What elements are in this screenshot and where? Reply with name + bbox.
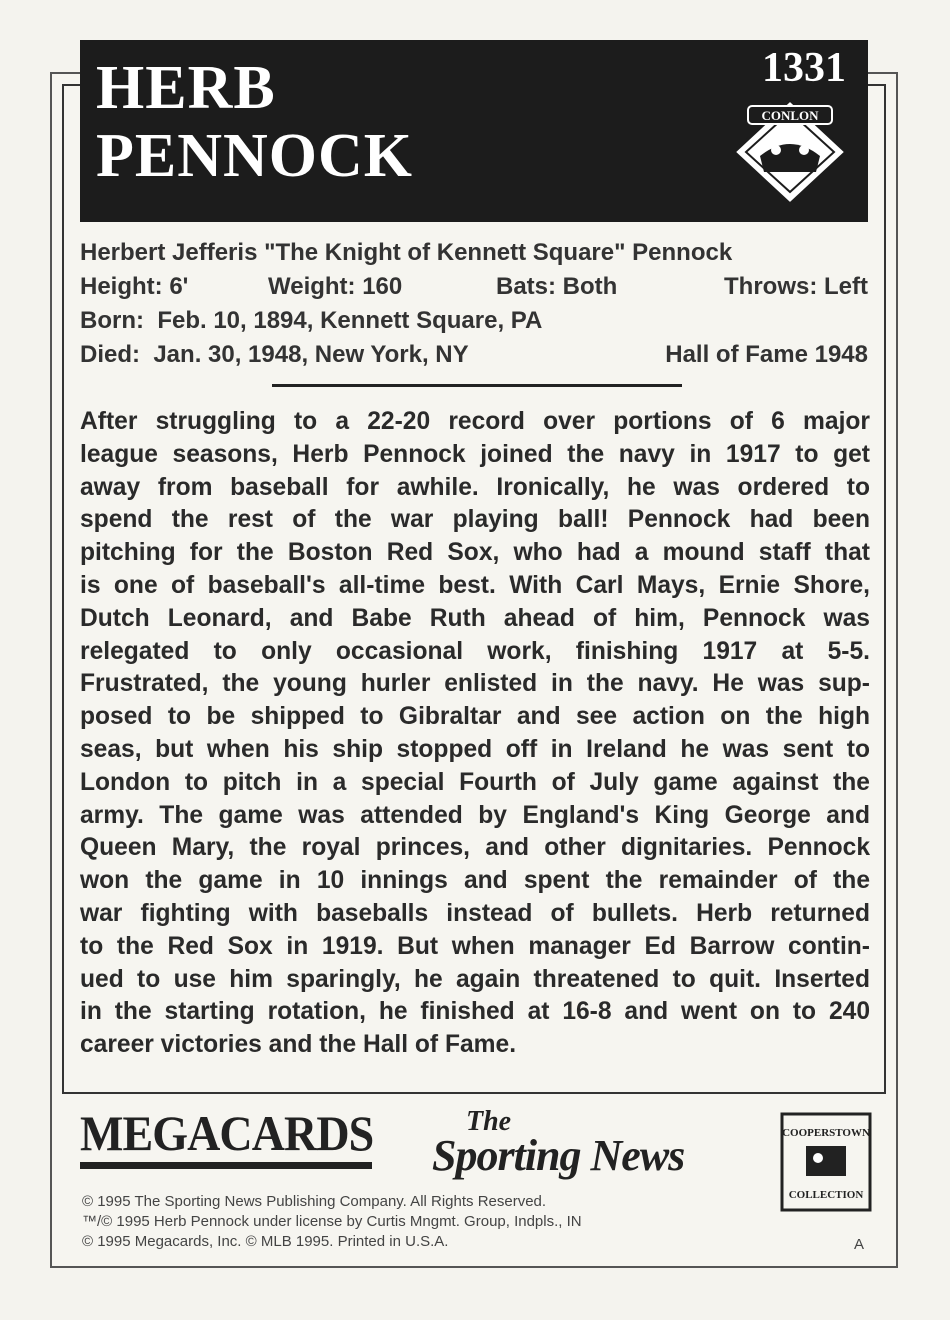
bio-line: seas, but when his ship stopped off in Ireland he was sent to: [80, 735, 870, 763]
hall-of-fame: Hall of Fame 1948: [665, 341, 868, 368]
throws: Throws: Left: [724, 273, 868, 300]
vitals-born-row: [80, 304, 870, 338]
megacards-logo: [80, 1104, 380, 1178]
bio-line: posed to be shipped to Gibraltar and see action on the high: [80, 703, 870, 731]
megacards-wordmark: MEGACARDS: [80, 1105, 374, 1161]
player-vitals: [80, 236, 870, 372]
player-last-name: PENNOCK: [96, 122, 413, 190]
bio-line: away from baseball for awhile. Ironically, he was ordered to: [80, 473, 870, 501]
conlon-collection-logo-icon: [726, 92, 854, 212]
bio-line: relegated to only occasional work, finishing 1917 at 5-5.: [80, 637, 870, 665]
bio-line: Queen Mary, the royal princes, and other dignitaries. Pennock: [80, 834, 870, 862]
sporting-news-logo: [432, 1104, 732, 1184]
player-name: [96, 54, 413, 190]
full-name: Herbert Jefferis "The Knight of Kennett Square" Pennock: [80, 239, 733, 266]
sporting-news-wordmark: Sporting News: [432, 1131, 685, 1180]
player-first-name: HERB: [96, 54, 276, 122]
name-header: [80, 40, 868, 222]
coop-bottom-text: COLLECTION: [788, 1189, 864, 1201]
bio-line: in the starting rotation, he finished at 16-8 and went on to 240: [80, 998, 870, 1026]
bio-line: is one of baseball's all-time best. With Carl Mays, Ernie Shore,: [80, 571, 870, 599]
bats: Bats: Both: [496, 273, 618, 300]
bio-line: career victories and the Hall of Fame.: [80, 1031, 517, 1059]
divider-rule: [272, 384, 682, 387]
weight: Weight: 160: [268, 273, 403, 300]
bio-line: Frustrated, the young hurler enlisted in the navy. He was sup-: [80, 670, 870, 698]
megacards-underline: [80, 1162, 372, 1169]
bio-line: Dutch Leonard, and Babe Ruth ahead of him, Pennock was: [80, 604, 870, 632]
logo-text: CONLON: [761, 108, 819, 123]
bio-line: army. The game was attended by England's King George and: [80, 801, 870, 829]
print-code-letter: A: [854, 1236, 865, 1253]
biography: [80, 406, 870, 1062]
died: Died: Jan. 30, 1948, New York, NY: [80, 341, 469, 368]
card-number: 1331: [762, 45, 846, 91]
bio-line: to the Red Sox in 1919. But when manager Ed Barrow contin-: [80, 932, 870, 960]
bio-line: After struggling to a 22-20 record over portions of 6 major: [80, 408, 870, 435]
legal-text: [82, 1192, 872, 1252]
bio-line: league seasons, Herb Pennock joined the navy in 1917 to get: [80, 440, 870, 468]
vitals-measure-row: [80, 270, 870, 304]
bio-line: spend the rest of the war playing ball! Pennock had been: [80, 506, 870, 534]
born: Born: Feb. 10, 1894, Kennett Square, PA: [80, 307, 543, 334]
bio-line: pitching for the Boston Red Sox, who had a mound staff that: [80, 539, 870, 567]
bio-line: London to pitch in a special Fourth of July game against the: [80, 768, 870, 796]
vitals-died-row: [80, 338, 870, 372]
vitals-full-name-row: [80, 236, 870, 270]
legal-line-3: © 1995 Megacards, Inc. © MLB 1995. Printed in U.S.A.: [82, 1233, 449, 1250]
bio-line: won the game in 10 innings and spent the remainder of the: [80, 867, 870, 895]
sporting-news-the: The: [466, 1106, 512, 1137]
coop-top-text: COOPERSTOWN: [782, 1127, 870, 1139]
bio-line: ued to use him sparingly, he again threatened to quit. Inserted: [80, 965, 870, 993]
legal-line-1: © 1995 The Sporting News Publishing Company. All Rights Reserved.: [82, 1193, 547, 1210]
bio-line: war fighting with baseballs instead of bullets. Herb returned: [80, 899, 870, 927]
legal-line-2: ™/© 1995 Herb Pennock under license by Curtis Mngmt. Group, Indpls., IN: [82, 1213, 582, 1230]
height: Height: 6': [80, 273, 189, 300]
